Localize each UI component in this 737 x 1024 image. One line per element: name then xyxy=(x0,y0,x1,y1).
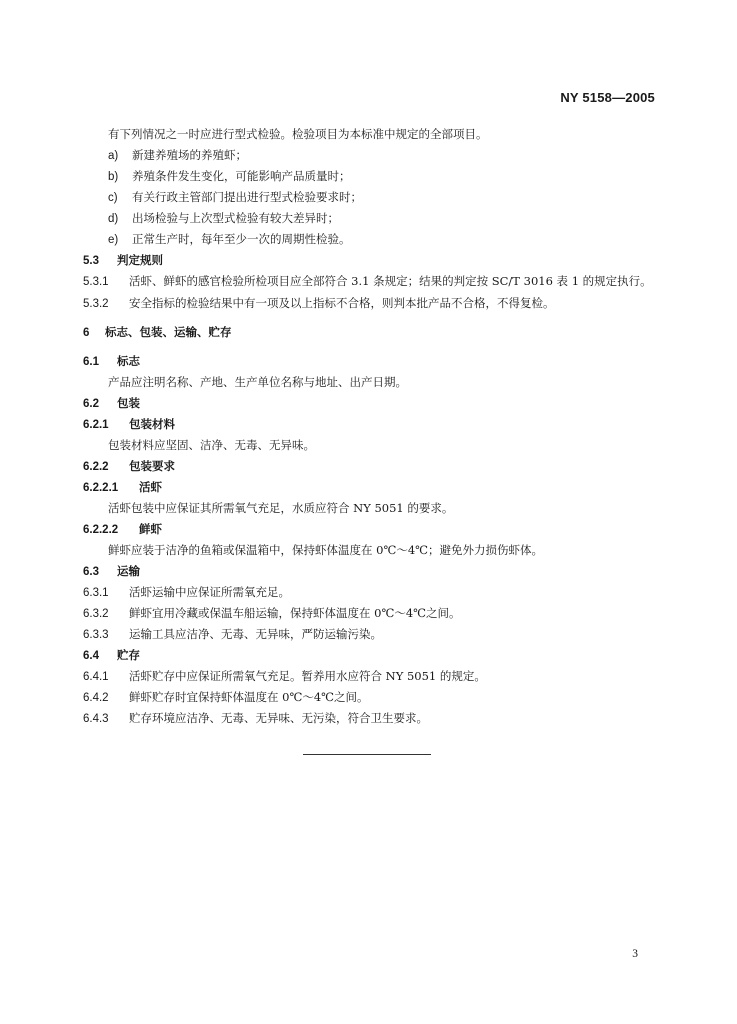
item-label: d) xyxy=(108,213,119,225)
subsubsection-heading xyxy=(83,519,663,540)
clause-text: 活虾运输中应保证所需氧充足。 xyxy=(129,585,290,599)
item-label: c) xyxy=(108,192,118,204)
subsection-heading xyxy=(83,456,663,477)
clause-text: 安全指标的检验结果中有一项及以上指标不合格，则判本批产品不合格，不得复检。 xyxy=(129,296,555,310)
subsection-heading xyxy=(83,414,663,435)
section-heading xyxy=(83,561,663,582)
clause xyxy=(83,666,663,687)
section-number: 6.1 xyxy=(83,356,99,368)
clause-number: 6.3.2 xyxy=(83,608,109,620)
item-text: 正常生产时，每年至少一次的周期性检验。 xyxy=(132,232,351,246)
clause-number: 6.3.3 xyxy=(83,629,109,641)
item-text: 有关行政主管部门提出进行型式检验要求时； xyxy=(132,190,362,204)
section-number: 6.2 xyxy=(83,398,99,410)
section-heading xyxy=(83,351,663,372)
clause-number: 5.3.1 xyxy=(83,276,109,288)
clause-text: 活虾贮存中应保证所需氧气充足。暂养用水应符合 NY 5051 的规定。 xyxy=(129,669,486,683)
list-item xyxy=(83,145,663,166)
clause-text: 运输工具应洁净、无毒、无异味，严防运输污染。 xyxy=(129,627,382,641)
clause xyxy=(83,582,663,603)
subsubsection-heading xyxy=(83,477,663,498)
section-title: 标志 xyxy=(117,354,140,368)
document-id: NY 5158—2005 xyxy=(560,90,655,105)
subsection-number: 6.2.1 xyxy=(83,419,109,431)
list-item xyxy=(83,208,663,229)
subsection-title: 包装要求 xyxy=(129,459,175,473)
subsubsection-text: 活虾包装中应保证其所需氧气充足，水质应符合 NY 5051 的要求。 xyxy=(108,501,454,515)
subsection-number: 6.2.2 xyxy=(83,461,109,473)
item-label: e) xyxy=(108,234,119,246)
section-number: 6.3 xyxy=(83,566,99,578)
end-rule-divider xyxy=(303,754,431,755)
clause-text: 鲜虾宜用冷藏或保温车船运输，保持虾体温度在 0℃～4℃之间。 xyxy=(129,606,461,620)
item-label: b) xyxy=(108,171,119,183)
document-body xyxy=(83,124,663,729)
section-title: 判定规则 xyxy=(117,253,163,267)
section-heading xyxy=(83,250,663,271)
item-text: 新建养殖场的养殖虾； xyxy=(132,148,247,162)
clause-text: 鲜虾贮存时宜保持虾体温度在 0℃～4℃之间。 xyxy=(129,690,369,704)
item-text: 养殖条件发生变化，可能影响产品质量时； xyxy=(132,169,351,183)
section-text: 产品应注明名称、产地、生产单位名称与地址、出产日期。 xyxy=(108,375,407,389)
clause-number: 6.4.2 xyxy=(83,692,109,704)
clause-text: 贮存环境应洁净、无毒、无异味、无污染，符合卫生要求。 xyxy=(129,711,428,725)
subsection-text: 包装材料应坚固、洁净、无毒、无异味。 xyxy=(108,438,315,452)
item-label: a) xyxy=(108,150,119,162)
clause-number: 6.4.3 xyxy=(83,713,109,725)
clause xyxy=(83,708,663,729)
page-number: 3 xyxy=(632,948,638,960)
item-text: 出场检验与上次型式检验有较大差异时； xyxy=(132,211,339,225)
subsubsection-title: 鲜虾 xyxy=(139,522,162,536)
section-number: 6.4 xyxy=(83,650,99,662)
clause-number: 5.3.2 xyxy=(83,298,109,310)
clause xyxy=(83,603,663,624)
subsubsection-text: 鲜虾应装于洁净的鱼箱或保温箱中，保持虾体温度在 0℃～4℃；避免外力损伤虾体。 xyxy=(108,543,544,557)
subsubsection-title: 活虾 xyxy=(139,480,162,494)
list-item xyxy=(83,229,663,250)
clause-number: 6.4.1 xyxy=(83,671,109,683)
subsubsection-number: 6.2.2.1 xyxy=(83,482,119,494)
clause-text: 活虾、鲜虾的感官检验所检项目应全部符合 3.1 条规定；结果的判定按 SC/T 3016 表 1 的规定执行。 xyxy=(129,274,652,288)
chapter-number: 6 xyxy=(83,327,90,339)
type-inspection-intro: 有下列情况之一时应进行型式检验。检验项目为本标准中规定的全部项目。 xyxy=(108,127,488,141)
clause xyxy=(83,624,663,645)
section-heading xyxy=(83,393,663,414)
section-title: 包装 xyxy=(117,396,140,410)
section-title: 贮存 xyxy=(117,648,140,662)
section-title: 运输 xyxy=(117,564,140,578)
clause xyxy=(83,293,663,314)
section-number: 5.3 xyxy=(83,255,99,267)
chapter-title: 标志、包装、运输、贮存 xyxy=(105,325,232,339)
list-item xyxy=(83,166,663,187)
section-heading xyxy=(83,645,663,666)
subsection-title: 包装材料 xyxy=(129,417,175,431)
clause xyxy=(83,687,663,708)
clause xyxy=(83,271,663,293)
list-item xyxy=(83,187,663,208)
subsubsection-number: 6.2.2.2 xyxy=(83,524,119,536)
chapter-heading xyxy=(83,322,663,343)
clause-number: 6.3.1 xyxy=(83,587,109,599)
